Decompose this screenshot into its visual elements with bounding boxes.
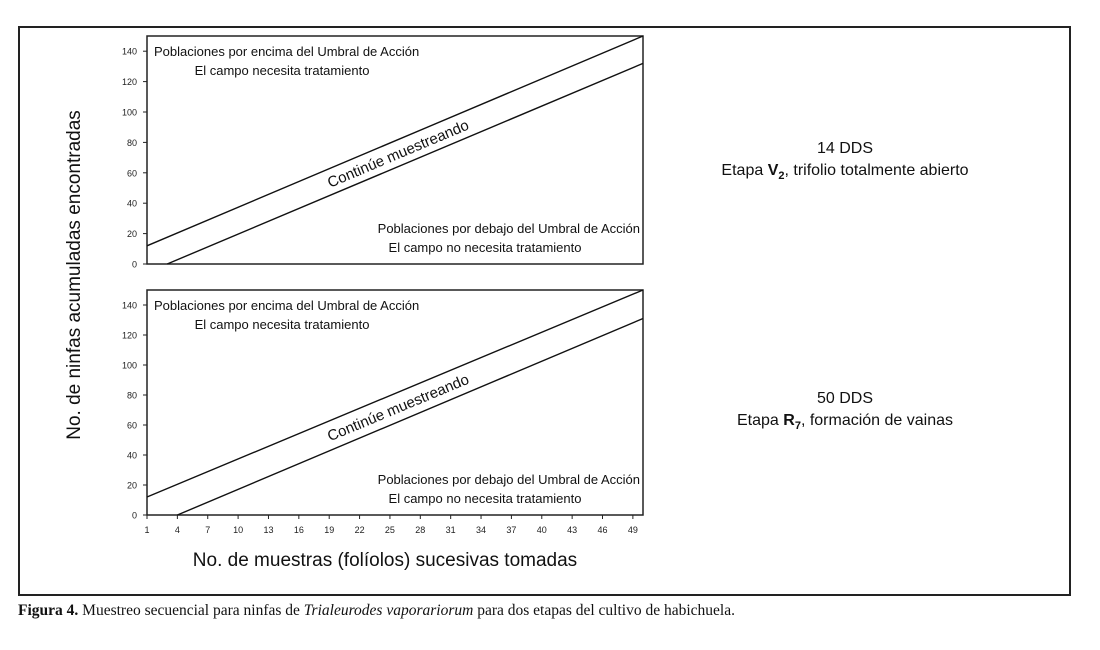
- above-threshold-line1: Poblaciones por encima del Umbral de Acción: [154, 298, 420, 313]
- stage-subscript: 7: [794, 420, 801, 433]
- above-threshold-line2: El campo necesita tratamiento: [194, 317, 370, 332]
- caption-label: Figura 4.: [18, 602, 79, 619]
- x-tick-label: 19: [324, 525, 335, 535]
- below-threshold-line1: Poblaciones por debajo del Umbral de Acción: [377, 472, 640, 487]
- figure-caption: [18, 602, 1078, 620]
- band-label: Continúe muestreando: [325, 116, 472, 192]
- x-tick-label: 34: [476, 525, 487, 535]
- stage-title: 50 DDS: [816, 390, 874, 407]
- y-tick-label: 80: [126, 390, 137, 401]
- stage-code: R: [783, 412, 795, 429]
- caption-text-before: Muestreo secuencial para ninfas de: [78, 602, 304, 619]
- y-tick-label: 140: [121, 46, 137, 57]
- x-tick-label: 28: [415, 525, 426, 535]
- caption-species: Trialeurodes vaporariorum: [303, 602, 474, 619]
- y-tick-label: 100: [121, 360, 137, 371]
- y-tick-label: 140: [121, 300, 137, 311]
- stage-prefix: Etapa: [721, 162, 768, 179]
- above-threshold-line1: Poblaciones por encima del Umbral de Acción: [154, 44, 420, 59]
- stage-code: V: [767, 162, 779, 179]
- stage-label-panel-1: [680, 138, 1010, 187]
- y-tick-label: 60: [126, 168, 137, 179]
- x-tick-label: 46: [597, 525, 608, 535]
- above-threshold-line2: El campo necesita tratamiento: [194, 63, 370, 78]
- stage-rest: , formación de vainas: [800, 412, 954, 429]
- y-tick-label: 20: [126, 229, 137, 240]
- stage-description: [680, 160, 1010, 187]
- stage-label-panel-2: [680, 388, 1010, 437]
- x-tick-label: 40: [536, 525, 547, 535]
- y-tick-label: 40: [126, 198, 137, 209]
- y-tick-label: 120: [121, 330, 137, 341]
- x-tick-label: 25: [384, 525, 395, 535]
- band-label: Continúe muestreando: [325, 370, 472, 446]
- y-tick-label: 40: [126, 450, 137, 461]
- x-axis-label: No. de muestras (folíolos) sucesivas tomadas: [192, 550, 578, 571]
- y-tick-label: 20: [126, 480, 137, 491]
- x-tick-label: 43: [567, 525, 578, 535]
- y-axis-label: No. de ninfas acumuladas encontradas: [64, 110, 85, 440]
- x-tick-label: 10: [233, 525, 244, 535]
- stage-description: [680, 410, 1010, 437]
- x-tick-label: 13: [263, 525, 274, 535]
- x-tick-label: 49: [627, 525, 638, 535]
- y-tick-label: 120: [121, 77, 137, 88]
- y-tick-label: 0: [131, 259, 137, 270]
- y-tick-label: 80: [126, 137, 137, 148]
- x-tick-label: 37: [506, 525, 517, 535]
- x-tick-label: 16: [293, 525, 304, 535]
- x-tick-label: 31: [445, 525, 456, 535]
- x-tick-label: 22: [354, 525, 365, 535]
- stage-prefix: Etapa: [736, 412, 784, 429]
- y-tick-label: 0: [131, 510, 137, 521]
- caption-text-after: para dos etapas del cultivo de habichuela.: [473, 602, 735, 619]
- stage-title: 14 DDS: [816, 140, 874, 157]
- below-threshold-line2: El campo no necesita tratamiento: [388, 491, 582, 506]
- stage-rest: , trifolio totalmente abierto: [784, 162, 969, 179]
- stage-subscript: 2: [778, 170, 785, 183]
- y-tick-label: 60: [126, 420, 137, 431]
- x-tick-label: 7: [205, 525, 211, 535]
- below-threshold-line1: Poblaciones por debajo del Umbral de Acción: [377, 221, 640, 236]
- x-tick-label: 4: [174, 525, 180, 535]
- y-tick-label: 100: [121, 107, 137, 118]
- x-tick-label: 1: [144, 525, 150, 535]
- below-threshold-line2: El campo no necesita tratamiento: [388, 240, 582, 255]
